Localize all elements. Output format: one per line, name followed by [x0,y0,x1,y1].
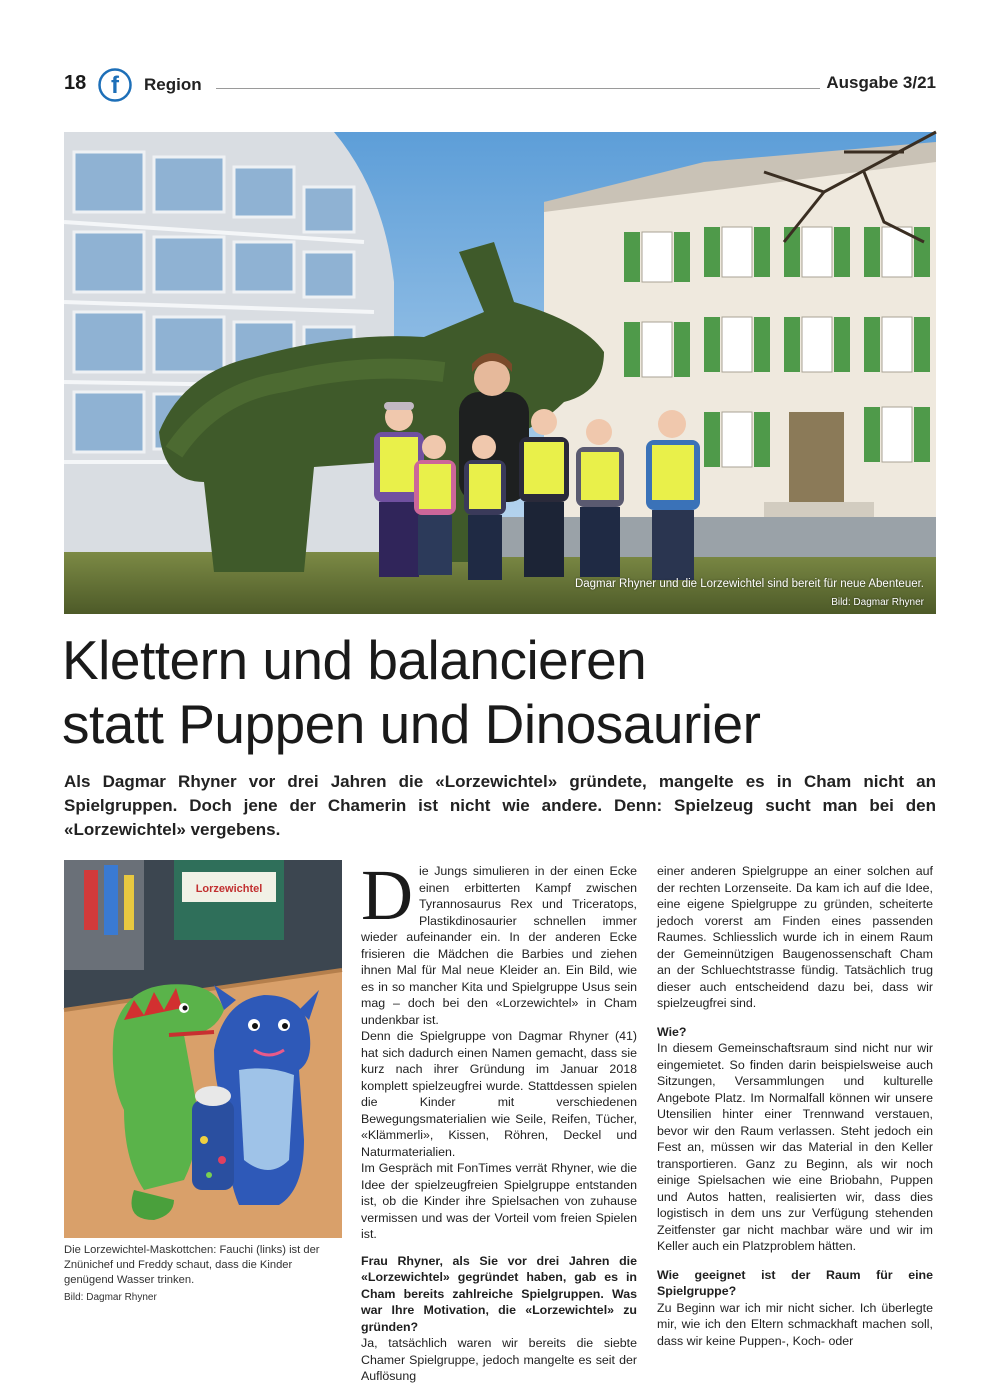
fontimes-logo-icon [98,68,132,102]
mascot-caption: Die Lorzewichtel-Maskottchen: Fauchi (links) ist der Znünichef und Freddy schaut, dass die Kinder genügend Wasser trinken. [64,1244,320,1286]
title-line-1: Klettern und balancieren [62,629,647,691]
sign-text: Lorzewichtel [195,883,263,895]
hero-credit: Bild: Dagmar Rhyner [831,597,924,608]
issue-label: Ausgabe 3/21 [826,73,936,92]
interview-answer-2: Zu Beginn war ich mir nicht sicher. Ich überlegte mir, wie ich den Eltern schmackhaft machen soll, dass wir keine Puppen-, Koch- oder [657,1300,933,1348]
title-line-2: statt Puppen und Dinosaurier [62,693,761,755]
hero-illustration [64,132,936,614]
page-number: 18 [64,72,87,94]
subheading-wie: Wie? [657,1024,687,1039]
article-title [62,628,942,756]
water-bottle [192,1086,234,1190]
col2-paragraph-2: In diesem Gemeinschaftsraum sind nicht nur wir eingemietet. So finden darin beispielsweise auch Sitzungen, Versammlungen und kulturelle Angebote Platz. Im Normalfall können wir unsere Utensilien hinter einer Trennwand verstauen, bevor wir den Raum verlassen. Steht jedoch ein Fest an, müssen wir das Material in den Keller transportieren. Ganz zu Beginn, als wir noch einige Spielsachen wie eine Briobahn, Puppen und Autos hatten, realisierten wir, dass dies logistisch in dem uns zur Verfügung stehenden Zeitfenster gar nicht machbar wäre und wir im Keller auch ein Platzproblem hätten. [657,1041,933,1253]
hero-photo [64,132,936,614]
interview-answer-1: Ja, tatsächlich waren wir bereits die siebte Chamer Spielgruppe, jedoch mangelte es seit der Auflösung [361,1336,637,1383]
hero-caption: Dagmar Rhyner und die Lorzewichtel sind bereit für neue Abenteuer. [574,578,924,590]
header-rule [216,88,820,89]
interview-question-2: Wie geeignet ist der Raum für eine Spielgruppe? [657,1267,933,1298]
logo-letter: f [111,72,119,99]
page-header [64,68,936,102]
mascot-photo [64,860,342,1238]
col1-paragraph-2: Denn die Spielgruppe von Dagmar Rhyner (41) hat sich dadurch einen Namen gemacht, dass sie kurz nach ihrer Gründung im Januar 2018 komplett spielzeugfrei wurde. Stattdessen spielen die Kinder mit verschiedenen Bewegungsmaterialien wie Seile, Reifen, Tücher, «Klämmerli», Kissen, Röhren, Deckel und Naturmaterialien. [361,1029,637,1159]
mascot-credit: Bild: Dagmar Rhyner [64,1292,157,1303]
interview-question-1: Frau Rhyner, als Sie vor drei Jahren die «Lorzewichtel» gegründet haben, gab es in Cham bereits zahlreiche Spielgruppen. Was war Ihre Motivation, die «Lorzewichtel» zu gründen? [361,1253,637,1334]
col1-paragraph-3: Im Gespräch mit FonTimes verrät Rhyner, wie die Idee der spielzeugfreien Spielgruppe entstanden ist, ob die Kinder ihre Spielsachen von zuhause vermissen und was der Vorteil vom freien Spielen ist. [361,1161,637,1241]
col1-paragraph-1: ie Jungs simulieren in der einen Ecke einen erbitterten Kampf zwischen Tyrannosaurus Rex und Triceratops, Plastikdinosaurier schnellen immer wieder aufeinander ein. In der anderen Ecke frisieren die Mädchen die Barbies und ziehen ihnen Mal für Mal neue Kleider an. Ein Bild, wie es in so mancher Kita und Spielgruppe Usus sein mag – doch bei den «Lorzewichtel» in Cham undenkbar ist. [361,864,637,1027]
drop-cap: D [361,855,413,935]
col2-paragraph-1: einer anderen Spielgruppe an einer solchen auf der rechten Lorzenseite. Da kam ich auf die Idee, eine eigene Spielgruppe zu gründen, scheiterte jedoch vorerst am Finden eines passenden Raumes. Schliesslich wurde ich in einem Raum der Gemeinnützigen Baugenossenschaft Cham an der Schluechtstrasse fündig. Tatsächlich trug dieser auch entscheidend dazu bei, dass wir spielzeugfrei sind. [657,864,933,1010]
article-column-2 [657,863,933,1349]
article-column-1 [361,855,637,1385]
mascot-illustration [64,860,342,1238]
section-label: Region [144,75,202,94]
article-lead: Als Dagmar Rhyner vor drei Jahren die «Lorzewichtel» gründete, mangelte es in Cham nicht an Spielgruppen. Doch jene der Chamerin ist nicht wie andere. Denn: Spielzeug sucht man bei den «Lorzewichtel» vergebens. [64,772,936,839]
